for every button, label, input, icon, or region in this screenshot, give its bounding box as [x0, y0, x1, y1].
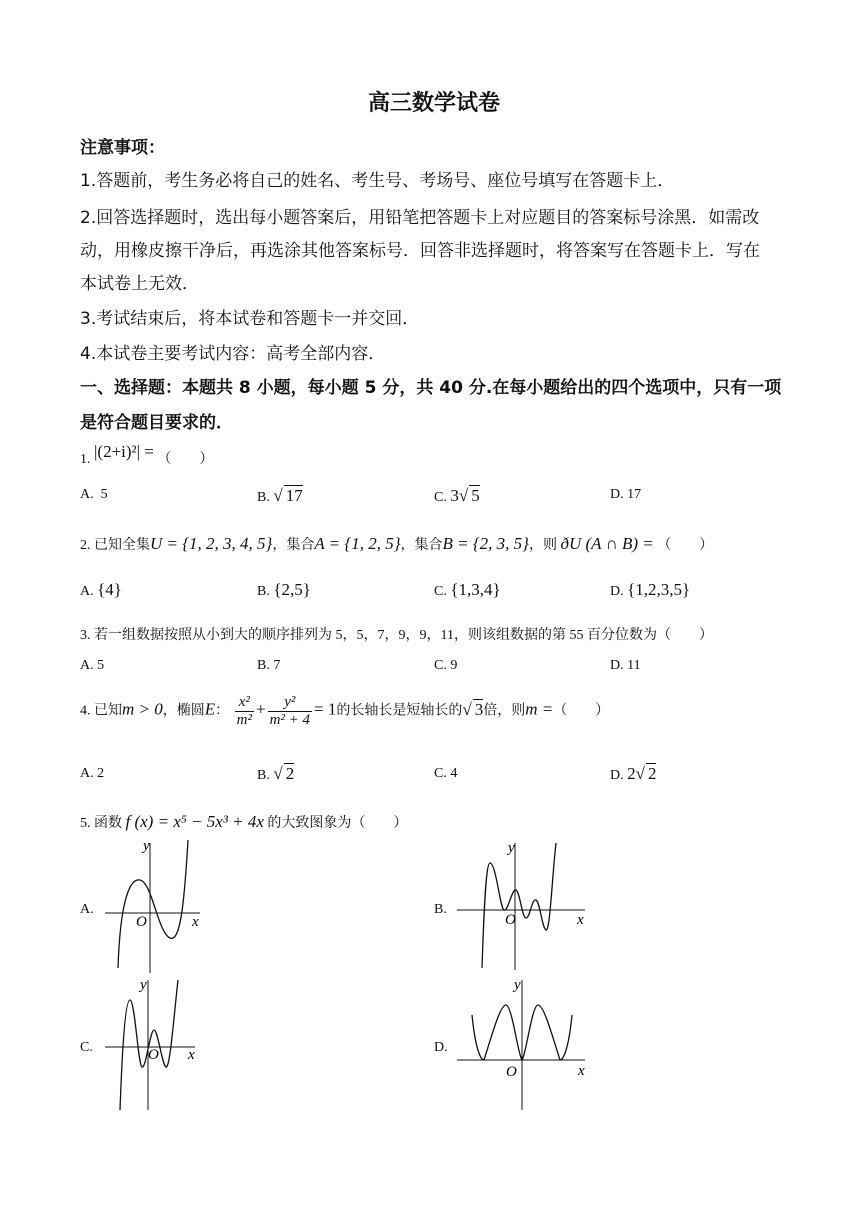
- question-3: 3. 若一组数据按照从小到大的顺序排列为 5，5，7，9，9，11，则该组数据的第 55 百分位数为（ ）: [80, 628, 713, 643]
- notice-item-1: 1.答题前，考生务必将自己的姓名、考生号、考场号、座位号填写在答题卡上．: [80, 171, 675, 191]
- q4-option-c[interactable]: C. 4: [434, 766, 458, 781]
- q5-graph-b[interactable]: [452, 838, 592, 973]
- axis-x-label: x: [577, 912, 584, 928]
- complement-expression: ðU (A ∩ B) =: [560, 534, 654, 553]
- page-title: 高三数学试卷: [367, 91, 500, 116]
- q1-option-d[interactable]: D. 17: [610, 487, 642, 502]
- function-expression: f (x) = x⁵ − 5x³ + 4x: [125, 812, 264, 831]
- axis-x-label: x: [188, 1047, 195, 1063]
- q3-option-a[interactable]: A. 5: [80, 658, 105, 673]
- origin-label: O: [148, 1047, 159, 1063]
- question-2: 2. 已知全集U = {1, 2, 3, 4, 5}，集合A = {1, 2, 5}，集合B = {2, 3, 5}，则 ðU (A ∩ B) = （ ）: [80, 534, 714, 553]
- q5-option-a-label[interactable]: A.: [80, 902, 94, 917]
- q5-graph-d[interactable]: [452, 975, 592, 1115]
- axis-y-label: y: [508, 840, 515, 856]
- q5-option-b-label[interactable]: B.: [434, 902, 447, 917]
- axis-y-label: y: [514, 977, 521, 993]
- axis-x-label: x: [192, 914, 199, 930]
- notice-item-2-line-1: 2.回答选择题时，选出每小题答案后，用铅笔把答题卡上对应题目的答案标号涂黑．如需改: [80, 208, 760, 228]
- set-b: B = {2, 3, 5}: [442, 534, 529, 553]
- q1-option-b[interactable]: B. √ 17: [257, 486, 303, 505]
- q5-graph-c[interactable]: [100, 975, 210, 1115]
- notice-heading: 注意事项：: [80, 138, 165, 158]
- q2-option-b[interactable]: B. {2,5}: [257, 580, 311, 599]
- notice-item-2-line-3: 本试卷上无效．: [80, 274, 199, 294]
- notice-item-3: 3.考试结束后，将本试卷和答题卡一并交回．: [80, 309, 420, 329]
- q3-option-b[interactable]: B. 7: [257, 658, 281, 673]
- q4-option-b[interactable]: B. √ 2: [257, 764, 295, 783]
- q3-option-d[interactable]: D. 11: [610, 658, 641, 673]
- question-5: 5. 函数 f (x) = x⁵ − 5x³ + 4x 的大致图象为（ ）: [80, 812, 408, 831]
- q2-option-c[interactable]: C. {1,3,4}: [434, 580, 501, 599]
- q4-option-a[interactable]: A. 2: [80, 766, 105, 781]
- question-1: [80, 442, 214, 468]
- q1-option-c[interactable]: C. 3√ 5: [434, 486, 480, 505]
- section-heading-line-2: 是符合题目要求的．: [80, 413, 233, 433]
- set-a: A = {1, 2, 5}: [314, 534, 401, 553]
- origin-label: O: [136, 914, 147, 930]
- notice-item-4: 4.本试卷主要考试内容：高考全部内容．: [80, 344, 386, 364]
- section-heading-line-1: 一、选择题：本题共 8 小题，每小题 5 分，共 40 分.在每小题给出的四个选项中，只有一项: [80, 378, 782, 398]
- q5-graph-a[interactable]: [100, 838, 230, 978]
- axis-y-label: y: [140, 977, 147, 993]
- axis-y-label: y: [143, 838, 150, 854]
- question-1-expression: |(2+i)²| =: [94, 442, 154, 461]
- notice-item-2-line-2: 动，用橡皮擦干净后，再选涂其他答案标号．回答非选择题时，将答案写在答题卡上．写在: [80, 241, 760, 261]
- q4-option-d[interactable]: D. 2√ 2: [610, 764, 657, 783]
- q5-option-c-label[interactable]: C.: [80, 1040, 93, 1055]
- axis-x-label: x: [578, 1063, 585, 1079]
- q1-option-a[interactable]: A. 5: [80, 487, 108, 502]
- q2-option-a[interactable]: A. {4}: [80, 580, 122, 599]
- origin-label: O: [506, 1064, 517, 1080]
- q2-option-d[interactable]: D. {1,2,3,5}: [610, 580, 691, 599]
- set-u: U = {1, 2, 3, 4, 5}: [150, 534, 273, 553]
- q3-option-c[interactable]: C. 9: [434, 658, 458, 673]
- answer-paren: （ ）: [157, 452, 214, 467]
- question-number: 1.: [80, 452, 91, 467]
- origin-label: O: [505, 912, 516, 928]
- question-4: 4. 已知m > 0，椭圆E： $\frac{\text{x²}}{\text{m²}}$ + $\frac{\text{y²}}{\text{m² + 4}}$ = 1的长轴长是短轴长的√ 3倍，则m =（ ）: [80, 694, 610, 728]
- q5-option-d-label[interactable]: D.: [434, 1040, 448, 1055]
